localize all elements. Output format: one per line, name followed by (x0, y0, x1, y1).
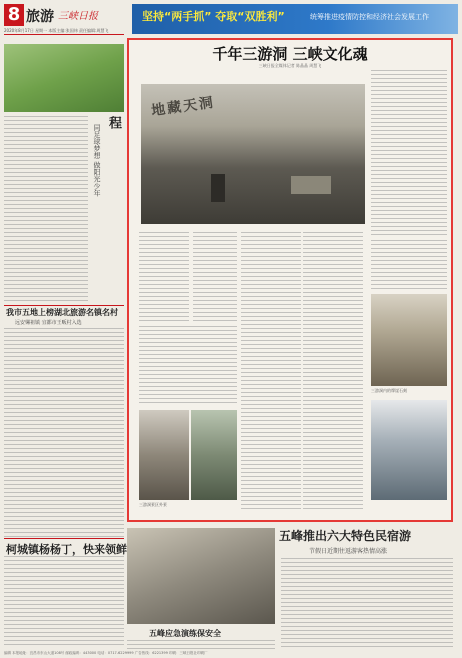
feature-column-3 (303, 232, 363, 512)
cave-sign (291, 176, 331, 194)
right-photo-top (371, 294, 447, 386)
bottom-right-title: 五峰推出六大特色民宿游 (279, 529, 412, 543)
drill-photo (127, 528, 275, 624)
section-name: 旅游 (26, 9, 54, 25)
bottom-right-subtitle: 节假日近期往返游客热情高涨 (309, 548, 388, 555)
cave-figure (211, 174, 225, 202)
football-photo (4, 44, 124, 112)
left-article-body (4, 116, 88, 304)
bottom-center-title: 五峰应急演练保安全 (149, 629, 221, 638)
feature-column-right (371, 70, 447, 236)
feature-column-4 (371, 240, 447, 290)
feature-column-1c (139, 326, 237, 406)
left-article3-title: 柯城镇杨杨丁，快来领鲜 (6, 543, 127, 556)
right-photo-bottom (371, 400, 447, 500)
feature-title: 千年三游洞 三峡文化魂 (212, 45, 368, 63)
footer: 编辑 本报地址：宜昌市东山大道108号 邮政编码：443000 电话：0717-6229999 广告热线：6221399 印刷：三峡日报社印刷厂 (4, 651, 208, 655)
bottom-right-body (281, 558, 453, 648)
banner-headline: 坚持“两手抓” 夺取“双胜利” (142, 10, 285, 23)
left-article2-subtitle: 远安嫘祖镇 宜都市王畈村入选 (15, 320, 82, 326)
cave-inscription: 地藏天洞 (150, 94, 216, 120)
header-rule (4, 34, 124, 35)
rule (4, 538, 124, 539)
left-article2-title: 我市五地上榜湖北旅游名镇名村 (6, 308, 118, 317)
left-article-subtitle: 同足球梦想 做阳光少年 (93, 124, 101, 197)
newspaper-logo: 三峡日报 (58, 11, 98, 22)
feature-column-2 (241, 232, 301, 512)
scenic-photo (191, 410, 237, 500)
feature-column-1b (193, 232, 237, 322)
left-article3-body (4, 556, 124, 648)
date-line: 2020年8月17日 星期一 本版主编:张国炜 责任编辑:周慧飞 (4, 28, 109, 33)
rule (4, 305, 124, 306)
left-article-title: 程 (106, 116, 121, 129)
stone-carving-photo (139, 410, 189, 500)
page-number: 8 (4, 4, 24, 26)
banner-subheadline: 统筹推进疫情防控和经济社会发展工作 (310, 13, 429, 21)
cave-photo (141, 84, 365, 224)
feature-column-1a (139, 232, 189, 322)
feature-byline: 三峡日报全媒体记者 陈晶晶 周慧飞 (258, 63, 322, 68)
right-photo-caption: 三游洞内的摩崖石刻 (371, 388, 407, 393)
stone-carving-caption: 三游洞景区外景 (139, 502, 167, 507)
bottom-center-body (127, 640, 275, 649)
left-article2-body (4, 328, 124, 538)
